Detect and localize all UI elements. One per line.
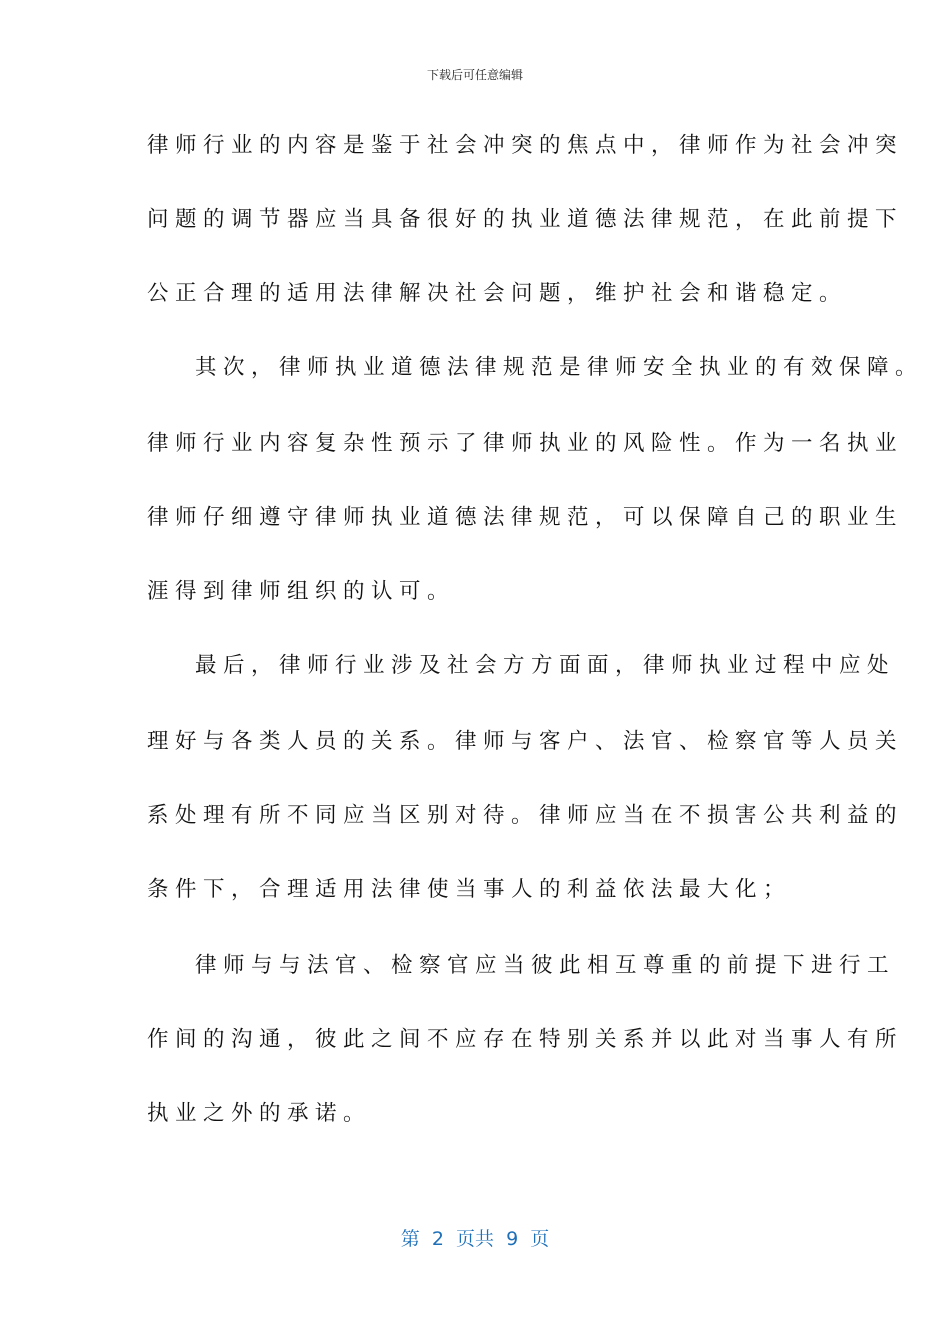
text-line: 涯得到律师组织的认可。 bbox=[147, 579, 456, 604]
page-number-footer: 第 2 页共 9 页 bbox=[400, 1228, 550, 1250]
paragraph-start-line: 其次，律师执业道德法律规范是律师安全执业的有效保障。 bbox=[195, 355, 924, 380]
paragraph-start-line: 律师与与法官、检察官应当彼此相互尊重的前提下进行工 bbox=[195, 953, 896, 978]
paragraph-start-line: 最后，律师行业涉及社会方方面面，律师执业过程中应处 bbox=[195, 653, 896, 678]
text-line: 系处理有所不同应当区别对待。律师应当在不损害公共利益的 bbox=[147, 803, 904, 828]
text-line: 条件下，合理适用法律使当事人的利益依法最大化； bbox=[147, 877, 792, 902]
text-line: 作间的沟通，彼此之间不应存在特别关系并以此对当事人有所 bbox=[147, 1027, 904, 1052]
page-header: 下载后可任意编辑 bbox=[426, 68, 523, 82]
text-line: 问题的调节器应当具备很好的执业道德法律规范，在此前提下 bbox=[147, 207, 904, 232]
text-line: 公正合理的适用法律解决社会问题，维护社会和谐稳定。 bbox=[147, 281, 848, 306]
text-line: 理好与各类人员的关系。律师与客户、法官、检察官等人员关 bbox=[147, 729, 904, 754]
text-line: 律师行业的内容是鉴于社会冲突的焦点中，律师作为社会冲突 bbox=[147, 133, 904, 158]
text-line: 执业之外的承诺。 bbox=[147, 1101, 372, 1126]
text-line: 律师仔细遵守律师执业道德法律规范，可以保障自己的职业生 bbox=[147, 505, 904, 530]
text-line: 律师行业内容复杂性预示了律师执业的风险性。作为一名执业 bbox=[147, 431, 904, 456]
